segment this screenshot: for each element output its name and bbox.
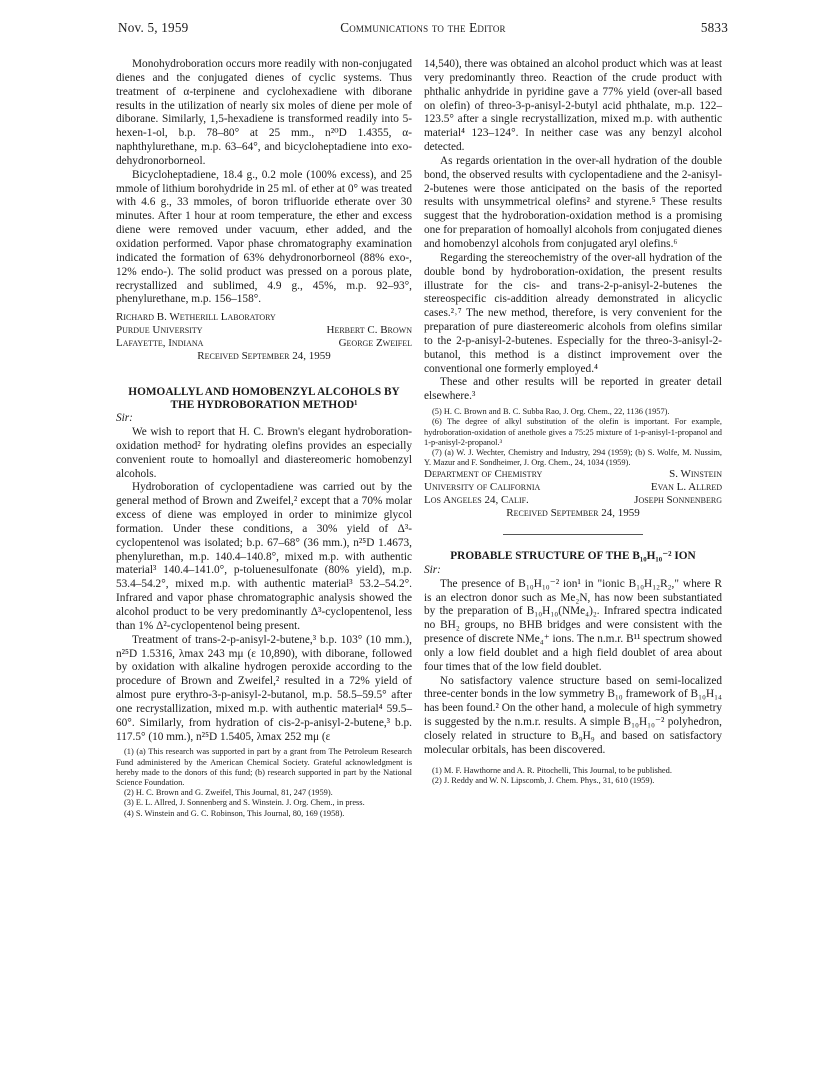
footnote: (7) (a) W. J. Wechter, Chemistry and Industry, 294 (1959); (b) S. Wolfe, M. Nussim, Y. Mazur and F. Sondheimer, J. Org. Chem., 24, 1034 (1959). [424,447,722,468]
journal-section-title: Communications to the Editor [340,20,506,35]
author-name: Herbert C. Brown [326,324,412,337]
author-name: S. Winstein [669,468,722,481]
footnotes [116,747,412,818]
page-header [118,20,728,40]
issue-date: Nov. 5, 1959 [118,20,189,35]
author-name: George Zweifel [338,337,412,350]
paragraph: These and other results will be reported in greater detail elsewhere.³ [424,376,722,403]
paragraph: Monohydroboration occurs more readily with non-conjugated dienes and the conjugated dienes of cyclic systems. Thus treatment of α-terpinene and cyclohexadiene with diborane results in the utilization of nearly six moles of diene per mole of diborane. Similarly, 1,5-hexadiene is transformed readily into 5-hexen-1-ol, b.p. 78–80° at 25 mm., n²⁰D 1.4355, α-naphthylurethane, m.p. 63–64°, and bicycloheptadiene into exo-dehydronorborneol. [116,58,412,167]
salutation: Sir: [424,563,441,576]
received-date: Received September 24, 1959 [197,350,331,363]
article-title: PROBABLE STRUCTURE OF THE B₁₀H₁₀⁻² ION [450,550,696,563]
address-line: University of California [424,481,541,494]
paragraph: Regarding the stereochemistry of the over-all hydration of the double bond by hydroboration-oxidation, the present results illustrate for the cis- and trans-2-p-anisyl-2-butenes the stereospecific cis-addition already demonstrated in alicyclic cases.²˒⁷ The new method, therefore, is very convenient for the preparation of pure diastereomeric alcohols from olefins similar to the 2-p-anisyl-2-butenes. Especially for the threo-3-anisyl-2-butanol, this method is a distinct improvement over the conventional one formerly employed.⁴ [424,251,722,375]
author-address [424,481,722,494]
footnote: (6) The degree of alkyl substitution of the olefin is important. For example, hydroboration-oxidation of anethole gives a 75:25 mixture of 1-p-anisyl-1-propanol and 1-p-anisyl-2-propanol.³ [424,417,722,447]
paragraph: We wish to report that H. C. Brown's elegant hydroboration-oxidation method² for hydrating olefins provides an especially convenient route to homoallyl and diastereomeric homobenzyl alcohols. [116,426,412,480]
address-line: Richard B. Wetherill Laboratory [116,311,276,324]
footnote: (5) H. C. Brown and B. C. Subba Rao, J. Org. Chem., 22, 1136 (1957). [432,407,670,417]
article-title: HOMOALLYL AND HOMOBENZYL ALCOHOLS BY THE HYDROBORATION METHOD¹ [128,386,400,411]
footnotes [424,407,722,468]
paragraph: 14,540), there was obtained an alcohol product which was at least very predominantly threo. Reaction of the crude product with phthalic anhydride in pyridine gave a 77% yield (over-all based on olefin) of threo-3-p-anisyl-2-butyl acid phthalate, m.p. 122–123.5° after a single recrystallization, mixed m.p. with authentic material⁴ 123–124°. In neither case was any benzyl alcohol detected. [424,58,722,154]
section-divider [503,534,643,535]
author-address [424,494,722,507]
paragraph: Bicycloheptadiene, 18.4 g., 0.2 mole (100% excess), and 25 mmole of lithium borohydride in 25 ml. of ether at 0° was treated with 4.6 g., 33 mmoles, of boron trifluoride etherate over 30 minutes. After 1 hour at room temperature, the ether and excess diene were removed under vacuum, ether added, and the oxidation performed. Vapor phase chromatography examination indicated the formation of 63% dehydronorborneol (88% exo-, 12% endo-). The solid product was pressed on a porous plate, recrystallized and sublimed, 4.9 g., 45%, m.p. 92–93°, phenylurethane, m.p. 156–158°. [116,168,412,306]
paragraph: The presence of B₁₀H₁₀⁻² ion¹ in "ionic B₁₀H₁₂R₂," where R is an electron donor such as Me₂N, has now been substantiated by the preparation of B₁₀H₁₀(NMe₄)₂. Infrared spectra indicated no BH₂ groups, no BHB bridges and were consistent with the presence of discrete NMe₄⁺ ions. The n.m.r. B¹¹ spectrum showed only a low field doublet and a high field doublet of area about four times that of the low field doublet. [424,577,722,673]
paragraph: Treatment of trans-2-p-anisyl-2-butene,³ b.p. 103° (10 mm.), n²⁵D 1.5316, λmax 243 mμ (ε 10,890), with diborane, followed by oxidation with alkaline hydrogen peroxide according to the procedure of Brown and Zweifel,² resulted in a 72% yield of almost pure erythro-3-p-anisyl-2-butanol, m.p. 58.5–59.5° after one recrystallization, mixed m.p. with authentic material⁴ 59.5–60°. Similarly, from hydration of cis-2-p-anisyl-2-butene,³ b.p. 117.5° (10 mm.), n²⁵D 1.5405, λmax 252 mμ (ε [116,633,412,743]
footnote: (2) H. C. Brown and G. Zweifel, This Journal, 81, 247 (1959). [124,788,333,798]
footnote: (1) (a) This research was supported in part by a grant from The Petroleum Research Fund administered by the American Chemical Society. Grateful acknowledgment is hereby made to the donors of this fund; (b) research supported in part by the National Science Foundation. [116,747,412,788]
address-line: Los Angeles 24, Calif. [424,494,529,507]
footnote: (1) M. F. Hawthorne and A. R. Pitochelli, This Journal, to be published. [432,765,672,775]
footnotes [424,766,722,786]
author-address [424,468,722,481]
address-line: Lafayette, Indiana [116,337,204,350]
left-column [116,58,412,819]
author-address [116,324,412,337]
footnote: (3) E. L. Allred, J. Sonnenberg and S. Winstein. J. Org. Chem., in press. [124,798,365,808]
author-address [116,337,412,350]
author-address [116,311,412,324]
author-name: Evan L. Allred [650,481,722,494]
paragraph: As regards orientation in the over-all hydration of the double bond, the observed results with cyclopentadiene and the 2-anisyl-2-butenes were those anticipated on the basis of the reported results with unsymmetrical olefins² and styrene.⁵ These results suggest that the hydroboration-oxidation method is a promising one for preparation of homoallyl alcohols from conjugated dienes and homobenzyl alcohols from conjugated aryl olefins.⁶ [424,154,722,250]
author-name: Joseph Sonnenberg [634,494,722,507]
page-number: 5833 [700,20,728,35]
salutation: Sir: [116,412,133,425]
paragraph: Hydroboration of cyclopentadiene was carried out by the general method of Brown and Zweifel,² except that a 70% molar excess of diene was employed in order to minimize glycol formation. Under these conditions, a 30% yield of Δ³-cyclopentenol was isolated; b.p. 67–68° (36 mm.), n²⁵D 1.4673, phenylurethan, m.p. 140.4–140.8°, mixed m.p. with authentic material³ 140.4–141.0°, p-toluenesulfonate (80% yield), m.p. 53.4–54.2°, mixed m.p. with authentic material³ 53.2–54.2°. Infrared and vapor phase chromatographic analysis showed the alcohol product to be very predominantly Δ³-cyclopentenol, less than 1% Δ²-cyclopentenol being present. [116,481,412,632]
address-line: Purdue University [116,324,203,337]
right-column [424,58,722,786]
address-line: Department of Chemistry [424,468,543,481]
footnote: (4) S. Winstein and G. C. Robinson, This Journal, 80, 169 (1958). [124,808,345,818]
footnote: (2) J. Reddy and W. N. Lipscomb, J. Chem. Phys., 31, 610 (1959). [432,775,655,785]
paragraph: No satisfactory valence structure based on semi-localized three-center bonds in the low symmetry B₁₀ framework of B₁₀H₁₄ has been found.² On the other hand, a molecule of high symmetry is suggested by the n.m.r. results. A simple B₁₀H₁₀⁻² polyhedron, closely related in structure to B₉H₉ and based on satisfactory molecular orbitals, has been discovered. [424,674,722,756]
received-date: Received September 24, 1959 [506,507,640,520]
